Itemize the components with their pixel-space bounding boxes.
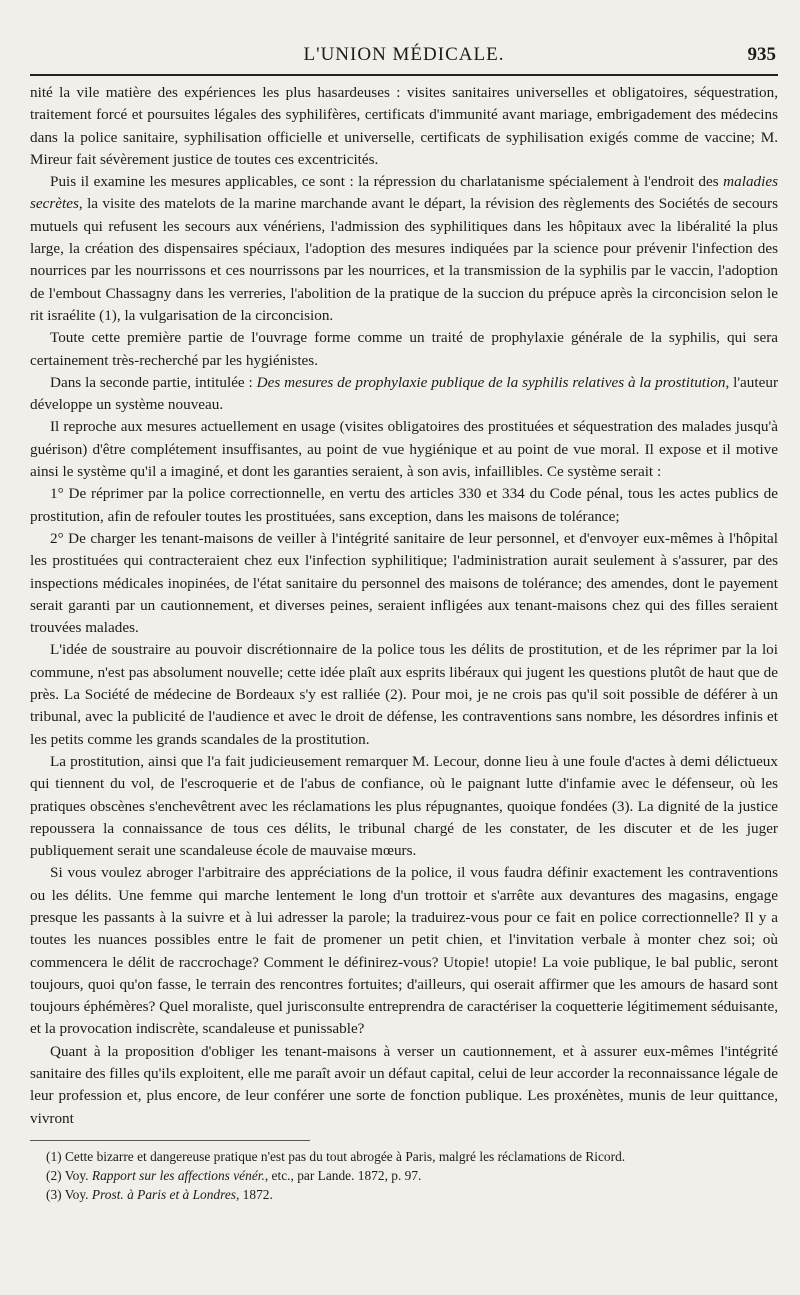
paragraph: La prostitution, ainsi que l'a fait judicieusement remarquer M. Lecour, donne lieu à une foule d'actes à demi délictueux qui tiennent du vol, de l'escroquerie et de l'abus de confiance, où le paignant lutte d'infamie avec le défenseur, où les pratiques obscènes s'enchevêtrent avec les réclamations les plus répugnantes, quoique fondées (3). La dignité de la justice repoussera la connaissance de tous ces délits, le tribunal chargé de les constater, de les discuter et de les juger publiquement serait une scandaleuse école de mauvaise mœurs. <box>30 752 778 860</box>
text-run: Dans la seconde partie, intitulée : <box>50 373 257 391</box>
body-text <box>30 82 778 1130</box>
text-run: Puis il examine les mesures applicables, ce sont : la répression du charlatanisme spécialement à l'endroit des <box>50 173 724 191</box>
paragraph: Toute cette première partie de l'ouvrage forme comme un traité de prophylaxie générale de la syphilis, qui sera certainement très-recherché par les hygiénistes. <box>30 329 778 369</box>
footnote-3 <box>30 1185 778 1204</box>
text-run: , la visite des matelots de la marine marchande avant le départ, la révision des règlements des Sociétés de secours mutuels qui refusent les secours aux vénériens, l'admission des syphilitiques dans les hôpitaux avec la libéralité la plus large, la création des dispensaires spéciaux, l'adoption des mesures indiquées par la science pour prévenir l'infection des nourrices par les nourrissons et ces nourrissons par les nourrices, et la transmission de la syphilis par le vaccin, l'adoption de l'embout Chassagny dans les verreries, l'abolition de la pratique de la succion du prépuce après la circoncision selon le rit israélite (1), la vulgarisation de la circoncision. <box>30 195 778 324</box>
text-run: , 1872. <box>235 1186 273 1202</box>
paragraph: L'idée de soustraire au pouvoir discrétionnaire de la police tous les délits de prostitution, et de les réprimer par la loi commune, n'est pas absolument nouvelle; cette idée plaît aux esprits libéraux qui jugent les questions plutôt de haut que de près. La Société de médecine de Bordeaux s'y est ralliée (2). Pour moi, je ne crois pas qu'il soit possible de déférer à un tribunal, avec la publicité de l'audience et avec le droit de défense, les contraventions sans nombre, les désordres infinis et les petits comme les grands scandales de la prostitution. <box>30 641 778 748</box>
paragraph: Quant à la proposition d'obliger les tenant-maisons à verser un cautionnement, et à assurer eux-mêmes l'intégrité sanitaire des filles qu'ils exploitent, elle me paraît avoir un défaut capital, celui de leur accorder la reconnaissance légale de leur profession et, plus encore, de leur conférer une sorte de fonction publique. Les proxénètes, munis de leur quittance, vivront <box>30 1042 778 1127</box>
italic-text: maladies secrètes <box>30 173 778 213</box>
text-run: , etc., par Lande. 1872, p. 97. <box>264 1167 422 1183</box>
text-run: , l'auteur développe un système nouveau. <box>30 373 778 414</box>
paragraph: Il reproche aux mesures actuellement en usage (visites obligatoires des prostituées et séquestration des malades jusqu'à guérison) d'être complétement insuffisantes, au point de vue hygiénique et au point de vue moral. Il expose et il motive ainsi le système qu'il a imaginé, et dont les garanties seraient, à son avis, infaillibles. Ce système serait : <box>30 418 778 481</box>
paragraph: Si vous voulez abroger l'arbitraire des appréciations de la police, il vous faudra définir exactement les contraventions ou les délits. Une femme qui marche lentement le long d'un trottoir et s'arrête aux devantures des magasins, engage presque les passants à la suivre et à lui adresser la parole; la traduirez-vous pour ce fait en police correctionnelle? Il y a toutes les nuances possibles entre le fait de promener un petit chien, et l'invitation verbale à monter chez soi; où commencera le délit de raccrochage? Comment le définirez-vous? Utopie! utopie! La voie publique, le bal public, seront toujours, quoi qu'on fasse, le terrain des rencontres fortuites; d'ailleurs, qui oserait affirmer que les amours de hasard sont toujours éphémères? Quel moraliste, quel jurisconsulte entreprendra de caractériser la coquetterie légitimement séduisante, et la provocation indiscrète, scandaleuse et punissable? <box>30 864 778 1038</box>
italic-title: Prost. à Paris et à Londres <box>91 1186 236 1202</box>
text-run: (3) Voy. <box>46 1186 92 1202</box>
page-number: 935 <box>747 44 776 65</box>
paragraph: 2° De charger les tenant-maisons de veiller à l'intégrité sanitaire de leur personnel, et d'envoyer eux-mêmes à l'hôpital les prostituées qui contracteraient chez eux l'infection syphilitique; l'administration aurait seulement à s'assurer, par des inspections médicales inopinées, de l'état sanitaire du personnel des maisons de tolérance; des amendes, dont le payement serait garanti par un cautionnement, et diverses peines, seraient infligées aux tenant-maisons chez qui des filles seraient trouvées malades. <box>30 529 778 637</box>
footnote-1: (1) Cette bizarre et dangereuse pratique n'est pas du tout abrogée à Paris, malgré les réclamations de Ricord. <box>46 1148 626 1164</box>
footnote-divider <box>30 1140 310 1141</box>
footnotes <box>30 1147 778 1204</box>
page-header <box>30 40 778 76</box>
text-run: (2) Voy. <box>46 1167 92 1183</box>
paragraph: 1° De réprimer par la police correctionnelle, en vertu des articles 330 et 334 du Code pénal, tous les actes publics de prostitution, afin de refouler toutes les prostituées, sans exception, dans les maisons de tolérance; <box>30 485 778 525</box>
footnote-2 <box>30 1166 778 1185</box>
paragraph <box>30 171 778 327</box>
italic-title: Des mesures de prophylaxie publique de la syphilis relatives à la prostitution <box>256 373 726 391</box>
paragraph: nité la vile matière des expériences les plus hasardeuses : visites sanitaires universelles et obligatoires, séquestration, traitement forcé et poursuites légales des syphilifères, certificats d'immunité avant mariage, embrigadement des médecins dans la police sanitaire, syphilisation officielle et universelle, certificats de syphilisation exigés comme de vaccine; M. Mireur fait sévèrement justice de toutes ces excentricités. <box>30 84 778 168</box>
running-title: L'UNION MÉDICALE. <box>303 44 505 65</box>
paragraph <box>30 372 778 417</box>
italic-title: Rapport sur les affections vénér. <box>91 1167 265 1183</box>
